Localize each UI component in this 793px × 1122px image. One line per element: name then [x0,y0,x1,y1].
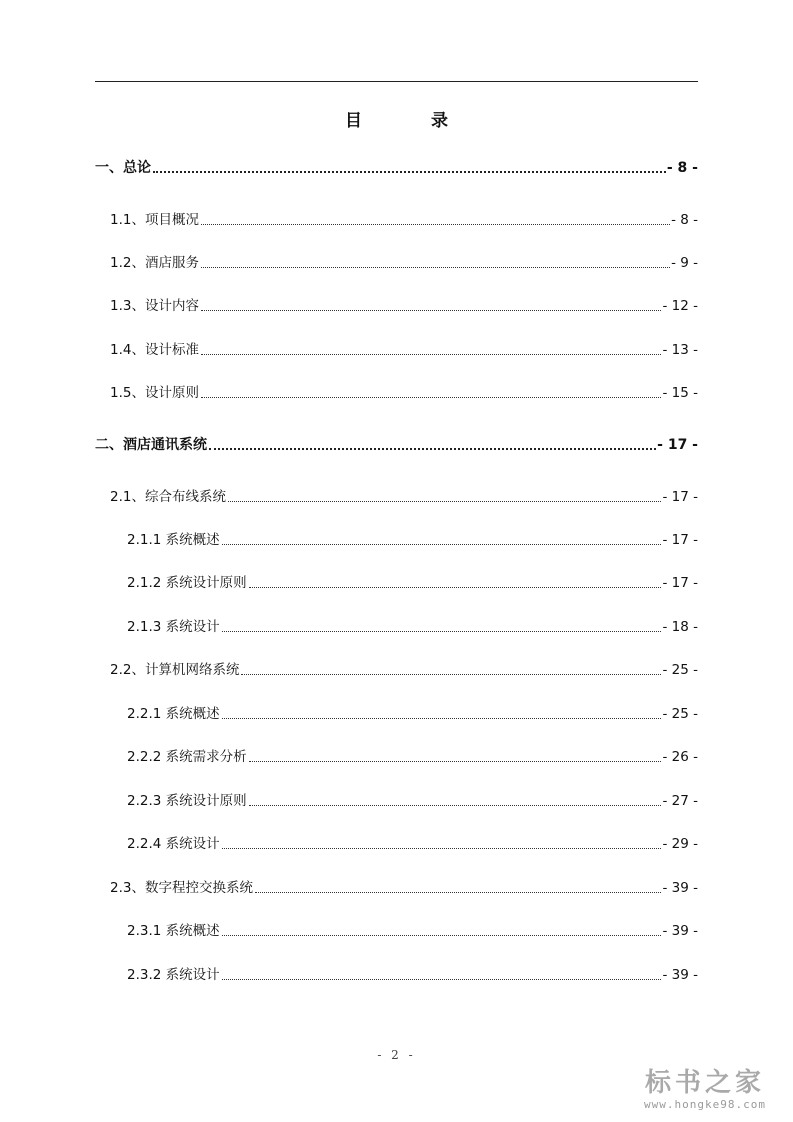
toc-entry[interactable] [95,435,698,455]
toc-entry-label: 2.2.1 系统概述 [127,706,220,722]
toc-entry-label: 2.2.4 系统设计 [127,836,220,852]
toc-entry[interactable] [110,878,698,898]
toc-entry[interactable] [127,791,698,811]
toc-entry[interactable] [110,340,698,360]
toc-dot-leader [249,805,662,806]
toc-entry[interactable] [110,487,698,507]
toc-entry[interactable] [110,210,698,230]
toc-entry[interactable] [127,617,698,637]
toc-entry[interactable] [127,704,698,724]
toc-dot-leader [249,587,662,588]
toc-entry-page: - 39 - [662,967,698,983]
toc-entry-page: - 18 - [662,619,698,635]
toc-dot-leader [241,674,661,675]
toc-entry-page: - 17 - [662,575,698,591]
toc-entry-page: - 12 - [662,298,698,314]
toc-entry-label: 1.3、设计内容 [110,298,199,314]
toc-entry-page: - 29 - [662,836,698,852]
toc-entry-page: - 26 - [662,749,698,765]
toc-entry-page: - 17 - [662,532,698,548]
toc-entry-page: - 9 - [671,255,698,271]
toc-entry[interactable] [127,965,698,985]
toc-entry-page: - 13 - [662,342,698,358]
toc-dot-leader [255,892,662,893]
toc-entry[interactable] [110,660,698,680]
toc-dot-leader [201,310,662,311]
toc-entry-label: 2.1.2 系统设计原则 [127,575,247,591]
toc-entry[interactable] [127,921,698,941]
toc-entry-page: - 17 - [662,489,698,505]
toc-entry-label: 二、酒店通讯系统 [95,437,207,453]
toc-entry[interactable] [127,573,698,593]
toc-dot-leader [222,935,662,936]
toc-entry-page: - 17 - [657,437,698,453]
watermark-url: www.hongke98.com [644,1098,766,1111]
toc-entry-label: 2.2、计算机网络系统 [110,662,240,678]
toc-entry-label: 2.3、数字程控交换系统 [110,880,253,896]
toc-entry-page: - 27 - [662,793,698,809]
toc-entry-label: 1.2、酒店服务 [110,255,199,271]
toc-dot-leader [249,761,662,762]
toc-entry-label: 2.1.3 系统设计 [127,619,220,635]
toc-entry[interactable] [127,747,698,767]
toc-entry[interactable] [95,158,698,178]
toc-entry-label: 一、总论 [95,160,151,176]
toc-dot-leader [153,171,666,173]
watermark-logo [625,1068,785,1112]
toc-entry-label: 2.3.2 系统设计 [127,967,220,983]
toc-entry-label: 2.3.1 系统概述 [127,923,220,939]
table-of-contents [95,0,698,1000]
toc-entry-page: - 25 - [662,706,698,722]
toc-entry-page: - 39 - [662,880,698,896]
toc-dot-leader [201,397,662,398]
toc-dot-leader [209,448,656,450]
toc-dot-leader [222,631,662,632]
toc-entry-label: 2.2.3 系统设计原则 [127,793,247,809]
toc-entry[interactable] [127,834,698,854]
toc-entry-page: - 8 - [671,212,698,228]
toc-dot-leader [201,354,662,355]
toc-entry-label: 2.2.2 系统需求分析 [127,749,247,765]
toc-entry[interactable] [110,296,698,316]
toc-entry-page: - 15 - [662,385,698,401]
toc-entry-label: 1.1、项目概况 [110,212,199,228]
toc-dot-leader [222,979,662,980]
toc-dot-leader [222,718,662,719]
watermark-name: 标书之家 [644,1068,765,1098]
toc-title: 目 录 [345,111,474,131]
toc-entry-page: - 8 - [666,160,698,176]
page-number: - 2 - [377,1048,416,1062]
toc-dot-leader [222,848,662,849]
toc-dot-leader [228,501,662,502]
toc-dot-leader [201,267,670,268]
toc-entry-label: 2.1、综合布线系统 [110,489,226,505]
toc-entry-label: 1.5、设计原则 [110,385,199,401]
toc-entry[interactable] [127,530,698,550]
toc-entry-page: - 39 - [662,923,698,939]
toc-entry-label: 2.1.1 系统概述 [127,532,220,548]
toc-dot-leader [222,544,662,545]
toc-entry[interactable] [110,383,698,403]
toc-entry-page: - 25 - [662,662,698,678]
toc-dot-leader [201,224,670,225]
toc-entry-label: 1.4、设计标准 [110,342,199,358]
toc-entry[interactable] [110,253,698,273]
